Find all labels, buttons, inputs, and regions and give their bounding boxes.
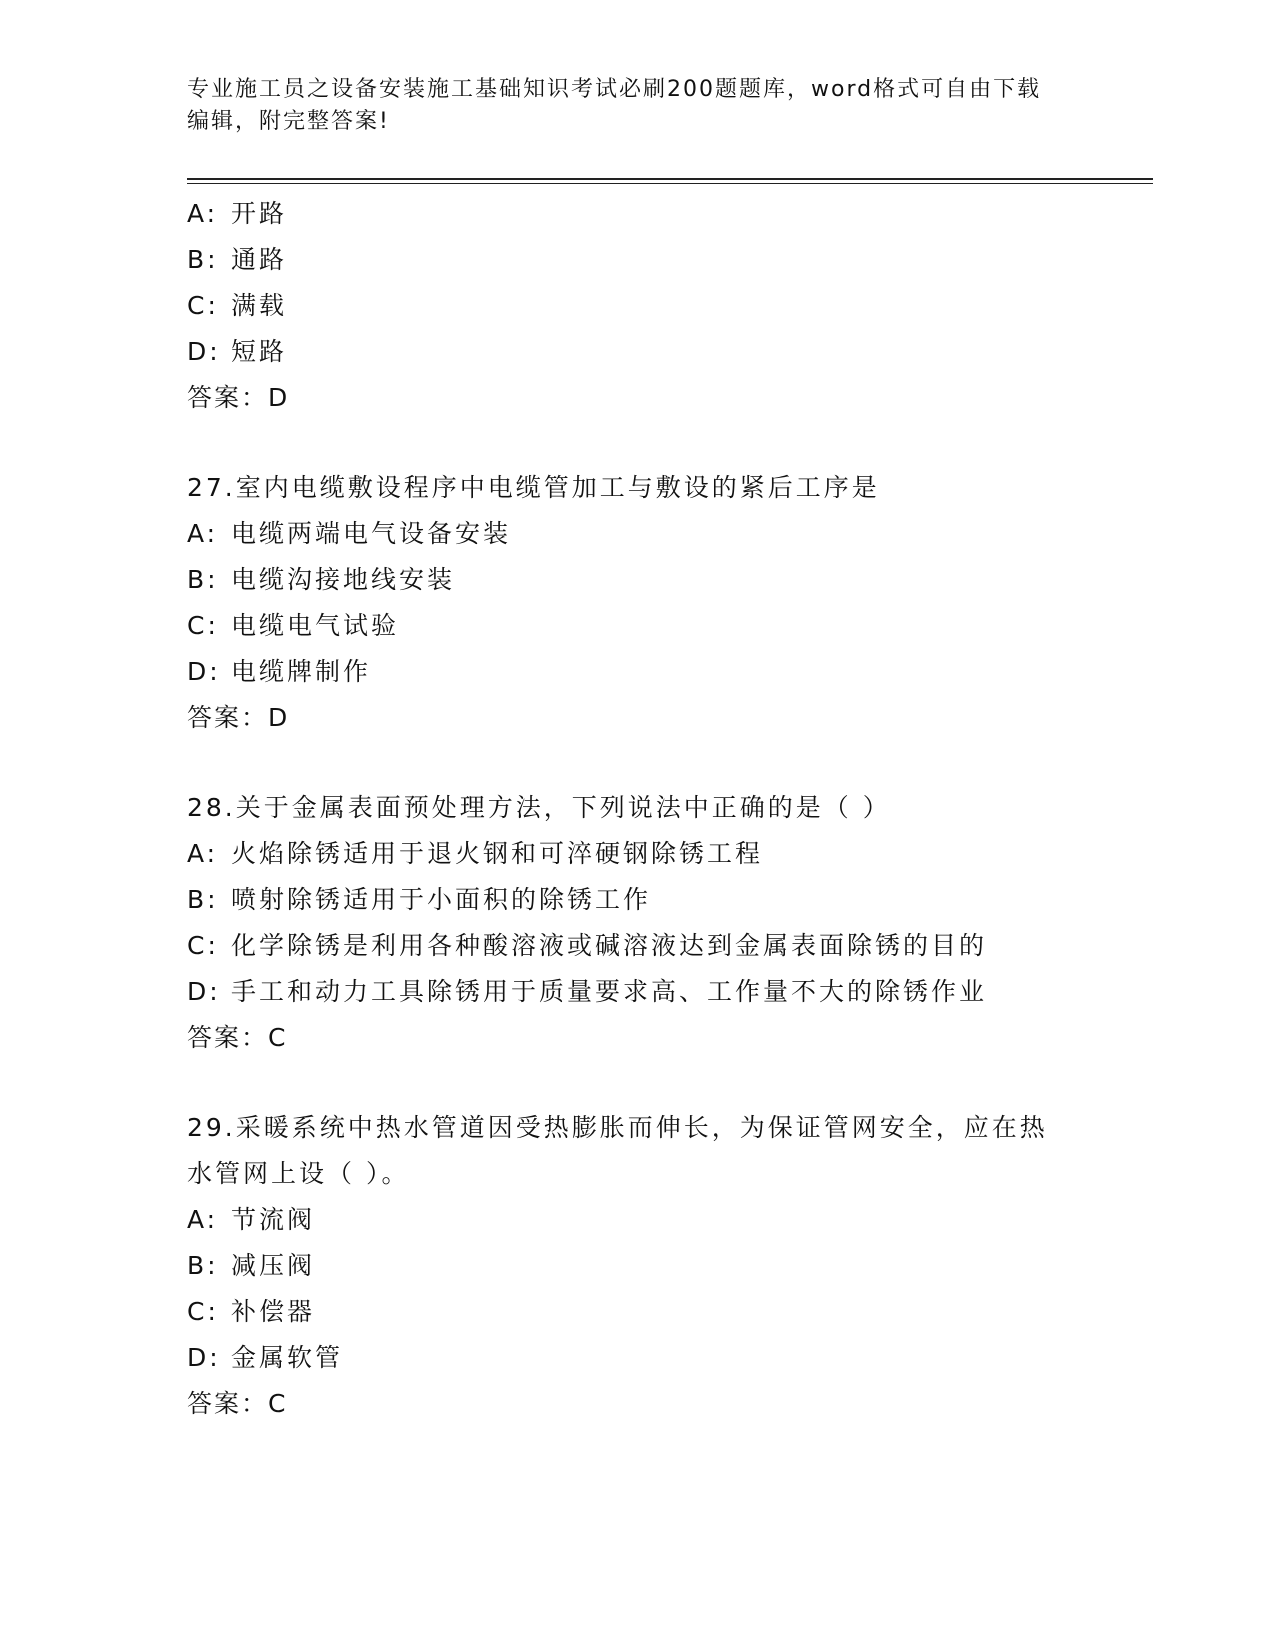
- option-c: [187, 283, 1087, 329]
- option-d: [187, 1335, 1087, 1381]
- option-text: 减压阀: [231, 1251, 316, 1280]
- partial-question-block: [187, 191, 1087, 421]
- answer-line: 答案：C: [187, 1023, 288, 1052]
- answer-line: 答案：D: [187, 383, 290, 412]
- option-d: [187, 649, 1087, 695]
- option-d: [187, 969, 1087, 1015]
- header-divider-thick: [187, 178, 1153, 180]
- header-title-line1: 专业施工员之设备安装施工基础知识考试必刷200题题库，word格式可自由下载: [187, 77, 1042, 102]
- option-text: 节流阀: [231, 1205, 316, 1234]
- option-text: 手工和动力工具除锈用于质量要求高、工作量不大的除锈作业: [231, 977, 988, 1006]
- option-label: B:: [187, 565, 219, 594]
- option-label: A:: [187, 519, 219, 548]
- option-label: D:: [187, 337, 221, 366]
- option-b: [187, 237, 1087, 283]
- question-list: [187, 191, 1087, 1427]
- option-text: 金属软管: [231, 1343, 344, 1372]
- option-text: 喷射除锈适用于小面积的除锈工作: [231, 885, 652, 914]
- option-text: 电缆牌制作: [231, 657, 372, 686]
- option-a: [187, 1197, 1087, 1243]
- question-block-27: [187, 465, 1087, 741]
- option-text: 火焰除锈适用于退火钢和可淬硬钢除锈工程: [231, 839, 764, 868]
- option-text: 满载: [231, 291, 288, 320]
- option-c: [187, 1289, 1087, 1335]
- document-header: [187, 74, 1087, 138]
- question-stem: 29.采暖系统中热水管道因受热膨胀而伸长，为保证管网安全，应在热水管网上设（ ）。: [187, 1113, 1048, 1188]
- question-stem: 28.关于金属表面预处理方法，下列说法中正确的是（ ）: [187, 793, 891, 822]
- option-label: B:: [187, 1251, 219, 1280]
- option-a: [187, 831, 1087, 877]
- option-label: D:: [187, 1343, 221, 1372]
- option-label: B:: [187, 245, 219, 274]
- option-label: A:: [187, 839, 219, 868]
- option-label: D:: [187, 657, 221, 686]
- option-b: [187, 1243, 1087, 1289]
- option-b: [187, 557, 1087, 603]
- option-label: A:: [187, 1205, 219, 1234]
- answer-line: 答案：C: [187, 1389, 288, 1418]
- option-label: C:: [187, 291, 219, 320]
- option-text: 开路: [231, 199, 288, 228]
- option-c: [187, 923, 1087, 969]
- option-label: C:: [187, 931, 219, 960]
- option-text: 短路: [231, 337, 288, 366]
- option-text: 电缆电气试验: [231, 611, 400, 640]
- option-text: 化学除锈是利用各种酸溶液或碱溶液达到金属表面除锈的目的: [231, 931, 988, 960]
- option-b: [187, 877, 1087, 923]
- option-label: B:: [187, 885, 219, 914]
- option-label: A:: [187, 199, 219, 228]
- option-d: [187, 329, 1087, 375]
- question-block-29: [187, 1105, 1087, 1427]
- option-text: 通路: [231, 245, 288, 274]
- header-title-line2: 编辑，附完整答案!: [187, 109, 390, 134]
- option-label: D:: [187, 977, 221, 1006]
- header-divider-thin: [187, 183, 1153, 184]
- question-stem: 27.室内电缆敷设程序中电缆管加工与敷设的紧后工序是: [187, 473, 880, 502]
- option-a: [187, 191, 1087, 237]
- question-block-28: [187, 785, 1087, 1061]
- option-a: [187, 511, 1087, 557]
- option-label: C:: [187, 611, 219, 640]
- option-text: 电缆两端电气设备安装: [231, 519, 512, 548]
- option-c: [187, 603, 1087, 649]
- option-text: 电缆沟接地线安装: [231, 565, 456, 594]
- option-label: C:: [187, 1297, 219, 1326]
- option-text: 补偿器: [231, 1297, 316, 1326]
- answer-line: 答案：D: [187, 703, 290, 732]
